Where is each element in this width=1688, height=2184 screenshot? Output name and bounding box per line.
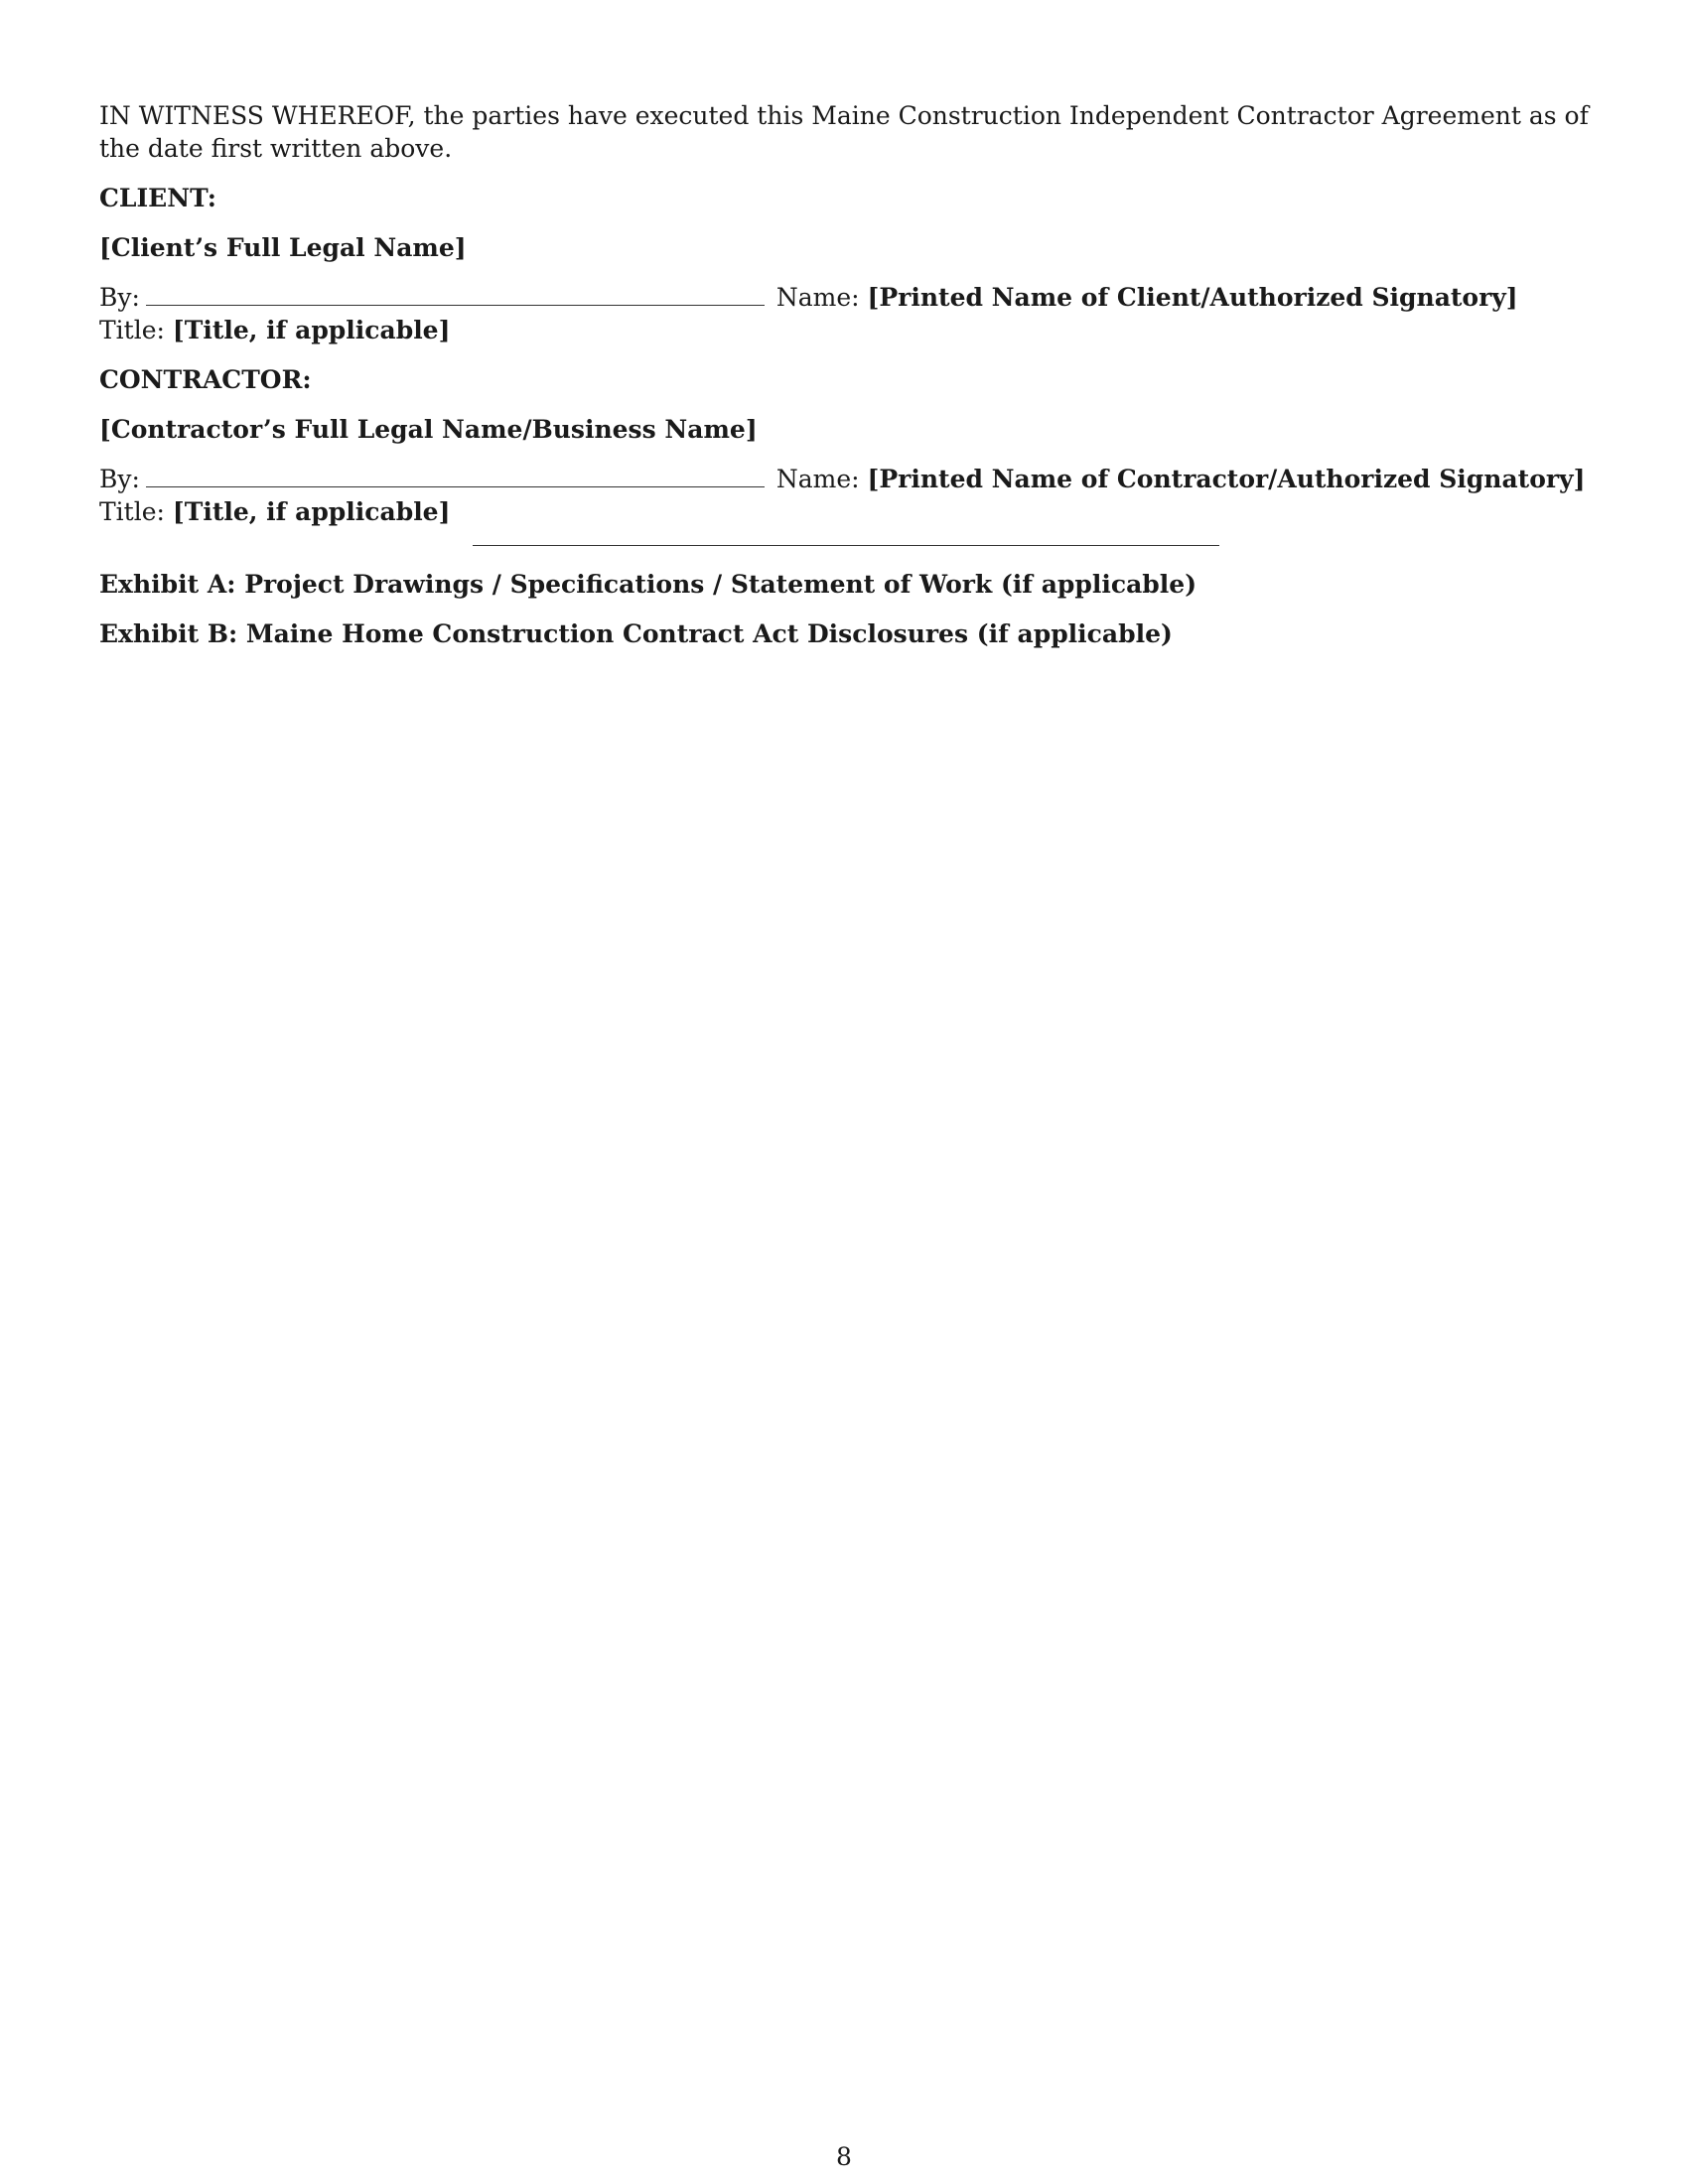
contractor-title-label: Title:: [99, 497, 165, 526]
exhibit-b-title: Exhibit B: Maine Home Construction Contract Act Disclosures (if applicable): [99, 619, 1173, 648]
client-full-name-line: [99, 231, 1591, 264]
witness-paragraph: IN WITNESS WHEREOF, the parties have executed this Maine Construction Independent Contractor Agreement as of the date first written above.: [99, 101, 1589, 163]
client-name-value: [Printed Name of Client/Authorized Signatory]: [867, 283, 1518, 312]
contractor-signature-field[interactable]: [146, 467, 765, 487]
client-signature-section: [99, 182, 1591, 346]
client-title-label: Title:: [99, 316, 165, 344]
contractor-signature-section: [99, 363, 1591, 528]
client-by-label: By:: [99, 283, 140, 312]
document-page: [99, 99, 1591, 650]
contractor-full-name: [Contractor’s Full Legal Name/Business Name]: [99, 415, 758, 444]
contractor-by-label: By:: [99, 465, 140, 493]
page-number: 8: [836, 2142, 852, 2171]
client-title-value: [Title, if applicable]: [172, 316, 451, 344]
client-heading: CLIENT:: [99, 184, 217, 212]
client-full-name: [Client’s Full Legal Name]: [99, 233, 467, 262]
contractor-heading: CONTRACTOR:: [99, 365, 312, 394]
client-signature-field[interactable]: [146, 285, 765, 306]
client-signature-line: [99, 281, 1591, 346]
section-divider: [473, 545, 1219, 546]
contractor-signature-line: [99, 463, 1591, 528]
contractor-full-name-line: [99, 413, 1591, 446]
client-name-label: Name:: [775, 283, 860, 312]
contractor-title-value: [Title, if applicable]: [172, 497, 451, 526]
exhibit-a-title: Exhibit A: Project Drawings / Specifications / Statement of Work (if applicable): [99, 570, 1197, 599]
contractor-name-value: [Printed Name of Contractor/Authorized Signatory]: [867, 465, 1586, 493]
contractor-name-label: Name:: [775, 465, 860, 493]
